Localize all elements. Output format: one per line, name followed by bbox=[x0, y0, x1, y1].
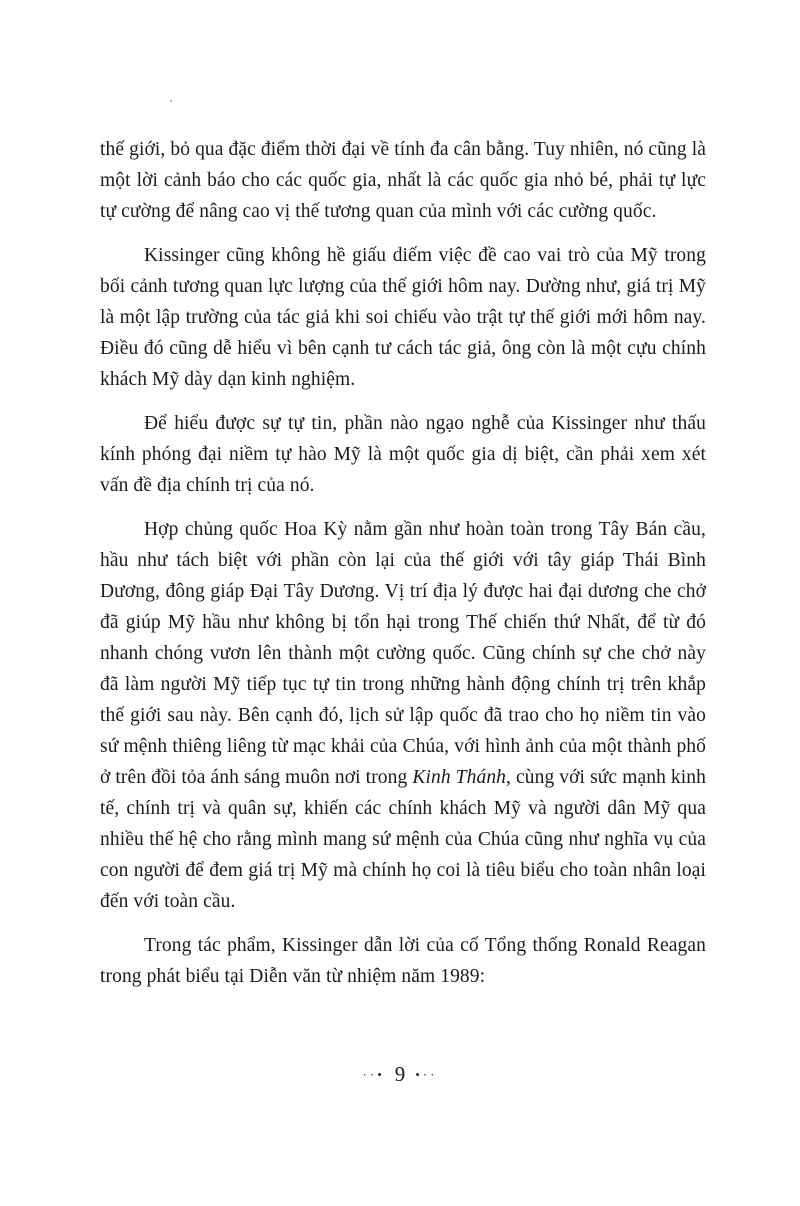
text-run: , cùng với sức mạnh kinh tế, chính trị và quân sự, khiến các chính khách Mỹ và người dân Mỹ qua nhiều thế hệ cho rằng mình mang sứ mệnh của Chúa cũng như nghĩa vụ của con người để đem giá trị Mỹ mà chính họ coi là tiêu biểu cho toàn nhân loại đến với toàn cầu. bbox=[100, 767, 706, 912]
text-block bbox=[100, 134, 706, 1005]
paragraph bbox=[100, 930, 706, 992]
text-run: Để hiểu được sự tự tin, phần nào ngạo nghễ của Kissinger như thấu kính phóng đại niềm tự hào Mỹ là một quốc gia dị biệt, cần phải xem xét vấn đề địa chính trị của nó. bbox=[100, 413, 706, 496]
paragraph bbox=[100, 134, 706, 227]
text-run: Hợp chủng quốc Hoa Kỳ nằm gần như hoàn toàn trong Tây Bán cầu, hầu như tách biệt với phần còn lại của thế giới với tây giáp Thái Bình Dương, đông giáp Đại Tây Dương. Vị trí địa lý được hai đại dương che chở đã giúp Mỹ hầu như không bị tổn hại trong Thế chiến thứ Nhất, để từ đó nhanh chóng vươn lên thành một cường quốc. Cũng chính sự che chở này đã làm người Mỹ tiếp tục tự tin trong những hành động chính trị trên khắp thế giới sau này. Bên cạnh đó, lịch sử lập quốc đã trao cho họ niềm tin vào sứ mệnh thiêng liêng từ mạc khải của Chúa, với hình ảnh của một thành phố ở trên đồi tỏa ánh sáng muôn nơi trong bbox=[100, 519, 706, 788]
paragraph bbox=[100, 240, 706, 395]
page-footer bbox=[0, 1062, 800, 1087]
italic-text-run: Kinh Thánh bbox=[412, 767, 507, 788]
text-run: Trong tác phẩm, Kissinger dẫn lời của cố Tổng thống Ronald Reagan trong phát biểu tại Diễn văn từ nhiệm năm 1989: bbox=[100, 935, 706, 987]
page-number: 9 bbox=[394, 1062, 406, 1086]
paragraph bbox=[100, 514, 706, 917]
footer-dots-right: •·· bbox=[415, 1067, 438, 1082]
text-run: Kissinger cũng không hề giấu diếm việc đề cao vai trò của Mỹ trong bối cảnh tương quan lực lượng của thế giới hôm nay. Dường như, giá trị Mỹ là một lập trường của tác giả khi soi chiếu vào trật tự thế giới mới hôm nay. Điều đó cũng dễ hiểu vì bên cạnh tư cách tác giả, ông còn là một cựu chính khách Mỹ dày dạn kinh nghiệm. bbox=[100, 245, 706, 390]
scan-speck bbox=[170, 100, 172, 102]
text-run: thế giới, bỏ qua đặc điểm thời đại về tính đa cân bằng. Tuy nhiên, nó cũng là một lời cảnh báo cho các quốc gia, nhất là các quốc gia nhỏ bé, phải tự lực tự cường để nâng cao vị thế tương quan của mình với các cường quốc. bbox=[100, 139, 706, 222]
paragraph bbox=[100, 408, 706, 501]
footer-dots-left: ··• bbox=[362, 1067, 385, 1082]
